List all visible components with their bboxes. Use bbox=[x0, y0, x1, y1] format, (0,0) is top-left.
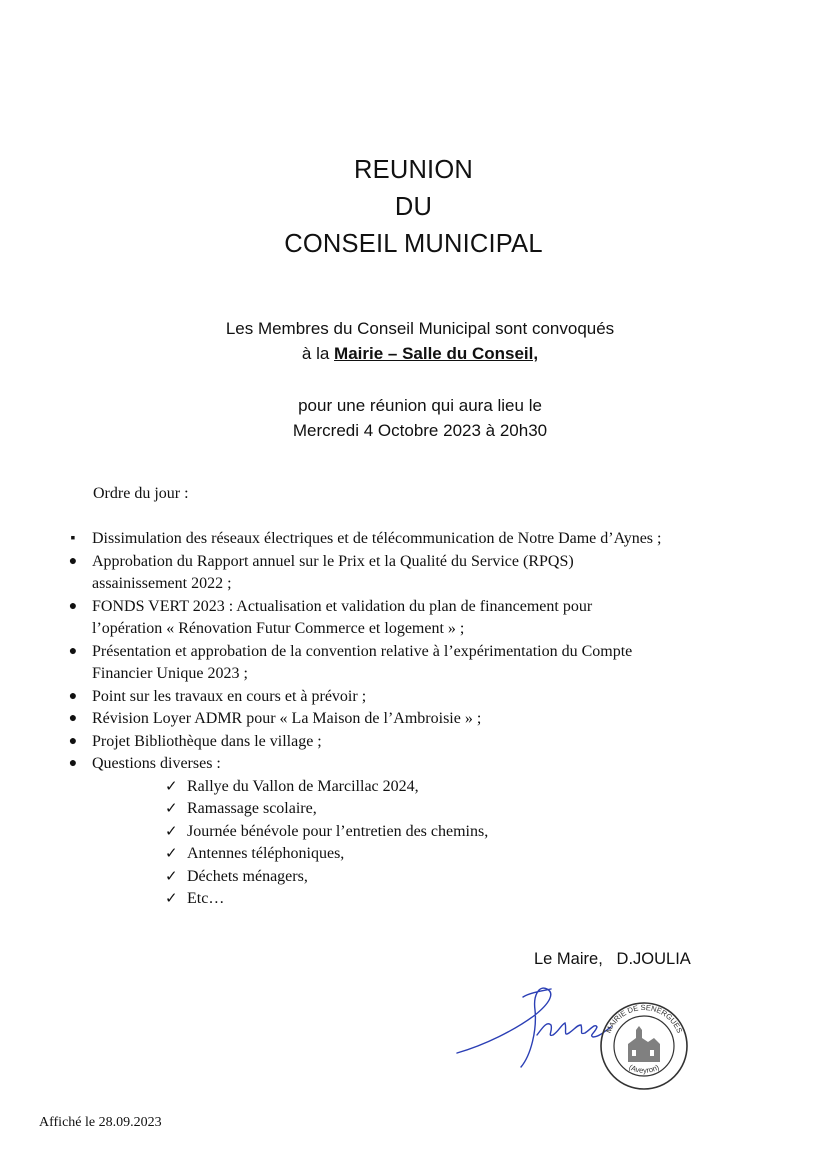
agenda-item bbox=[66, 686, 796, 709]
document-title bbox=[0, 152, 827, 263]
mayor-name: D.JOULIA bbox=[616, 950, 691, 968]
agenda-item bbox=[66, 551, 796, 596]
agenda-sub-item-text: Rallye du Vallon de Marcillac 2024, bbox=[187, 777, 419, 795]
check-icon: ✓ bbox=[165, 823, 178, 840]
check-icon: ✓ bbox=[165, 891, 178, 907]
agenda-heading: Ordre du jour : bbox=[93, 485, 189, 502]
town-hall-stamp bbox=[598, 1000, 690, 1092]
intro-line-2 bbox=[100, 341, 740, 366]
convocation-text bbox=[100, 316, 740, 443]
agenda-sub-item bbox=[66, 888, 796, 911]
agenda-sub-item-text: Déchets ménagers, bbox=[187, 867, 308, 885]
agenda-item-text: Approbation du Rapport annuel sur le Prix et la Qualité du Service (RPQS) bbox=[92, 552, 574, 570]
title-line-3: CONSEIL MUNICIPAL bbox=[284, 230, 543, 258]
agenda-sub-item bbox=[66, 776, 796, 799]
agenda-item-text: assainissement 2022 ; bbox=[92, 575, 232, 592]
agenda-item bbox=[66, 708, 796, 731]
agenda-item bbox=[66, 528, 796, 551]
meeting-date: Mercredi 4 Octobre 2023 à 20h30 bbox=[292, 421, 548, 440]
agenda-sub-item bbox=[66, 843, 796, 866]
mayor-signature-line bbox=[534, 950, 691, 969]
bullet-icon: ● bbox=[68, 733, 78, 749]
agenda-sub-item bbox=[66, 821, 796, 844]
title-line-1: REUNION bbox=[354, 156, 473, 184]
handwritten-signature bbox=[455, 975, 615, 1085]
agenda-sub-item bbox=[66, 866, 796, 889]
agenda-sub-item-text: Etc… bbox=[187, 890, 225, 907]
bullet-icon: ▪ bbox=[70, 531, 76, 546]
agenda-item-text: Point sur les travaux en cours et à prévoir ; bbox=[92, 687, 367, 705]
agenda-item bbox=[66, 641, 796, 686]
agenda-sub-item-text: Journée bénévole pour l’entretien des chemins, bbox=[187, 822, 489, 840]
bullet-icon: ● bbox=[68, 643, 78, 659]
agenda-item-text: Présentation et approbation de la convention relative à l’expérimentation du Compte bbox=[92, 642, 633, 660]
posted-date: Affiché le 28.09.2023 bbox=[39, 1115, 162, 1130]
agenda-list bbox=[66, 528, 796, 911]
check-icon: ✓ bbox=[165, 846, 178, 862]
agenda-item bbox=[66, 731, 796, 754]
intro-location-prefix: à la bbox=[301, 344, 335, 363]
bullet-icon: ● bbox=[68, 711, 78, 726]
title-line-2: DU bbox=[394, 193, 433, 221]
agenda-item-text: FONDS VERT 2023 : Actualisation et validation du plan de financement pour bbox=[92, 597, 593, 615]
mayor-role: Le Maire, bbox=[534, 950, 603, 968]
bullet-icon: ● bbox=[68, 756, 78, 771]
check-icon: ✓ bbox=[165, 778, 178, 795]
agenda-item-text: Dissimulation des réseaux électriques et de télécommunication de Notre Dame d’Aynes ; bbox=[92, 530, 662, 547]
meeting-location: Mairie – Salle du Conseil, bbox=[334, 344, 539, 363]
intro-line-3: pour une réunion qui aura lieu le bbox=[298, 396, 542, 415]
check-icon: ✓ bbox=[165, 801, 178, 817]
bullet-icon: ● bbox=[68, 688, 78, 704]
agenda-item-text: Questions diverses : bbox=[92, 755, 221, 772]
agenda-item bbox=[66, 753, 796, 776]
agenda-item-text: Révision Loyer ADMR pour « La Maison de l’Ambroisie » ; bbox=[92, 710, 482, 727]
agenda-item bbox=[66, 596, 796, 641]
stamp-bottom-text: (Aveyron) bbox=[627, 1062, 661, 1075]
agenda-sub-item-text: Ramassage scolaire, bbox=[187, 800, 317, 817]
agenda-item-text: Financier Unique 2023 ; bbox=[92, 665, 248, 682]
bullet-icon: ● bbox=[68, 553, 78, 569]
check-icon: ✓ bbox=[165, 868, 178, 885]
intro-line-1: Les Membres du Conseil Municipal sont convoqués bbox=[225, 319, 615, 338]
bullet-icon: ● bbox=[68, 598, 78, 614]
agenda-sub-item-text: Antennes téléphoniques, bbox=[187, 845, 345, 862]
agenda-sub-item bbox=[66, 798, 796, 821]
agenda-item-text: l’opération « Rénovation Futur Commerce et logement » ; bbox=[92, 620, 465, 637]
agenda-item-text: Projet Bibliothèque dans le village ; bbox=[92, 732, 322, 750]
stamp-top-text: MAIRIE DE SENERGUES bbox=[603, 1002, 685, 1035]
